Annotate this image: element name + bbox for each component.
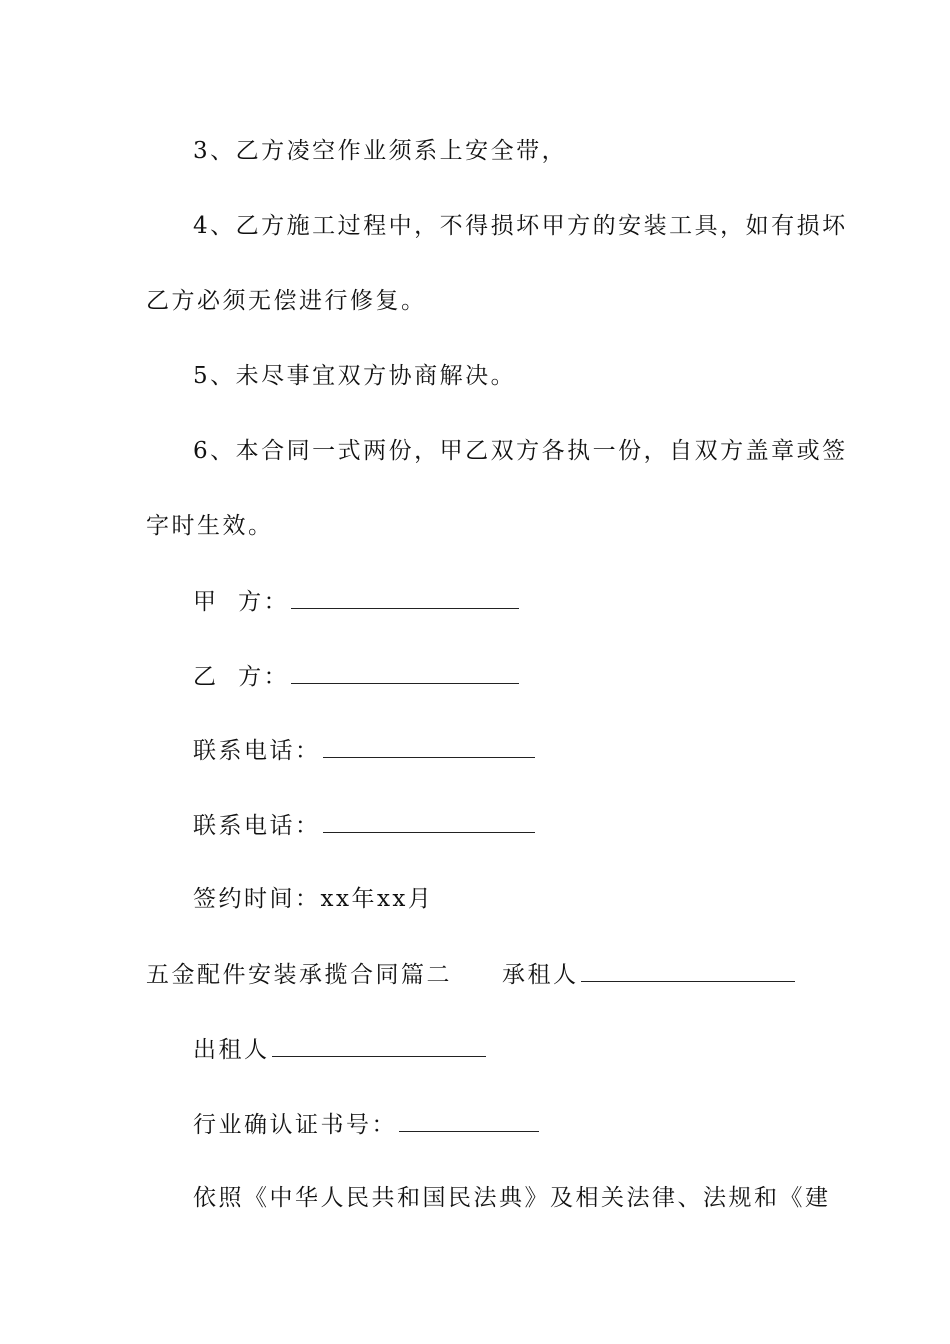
phone-blank-1 bbox=[323, 735, 535, 758]
section2-heading: 五金配件安装承揽合同篇二 bbox=[146, 962, 452, 988]
paragraph-item-6-line-2: 字时生效。 bbox=[146, 513, 274, 539]
lessor-row bbox=[193, 1034, 486, 1065]
cert-number-row bbox=[193, 1109, 539, 1140]
paragraph-item-6-line-1: 6、本合同一式两份，甲乙双方各执一份，自双方盖章或签 bbox=[193, 438, 848, 464]
lessor-label: 出租人 bbox=[193, 1037, 270, 1063]
phone-label-2: 联系电话： bbox=[193, 813, 321, 839]
party-a-blank bbox=[291, 586, 519, 609]
paragraph-item-3: 3、乙方凌空作业须系上安全带， bbox=[193, 138, 568, 164]
party-b-row bbox=[193, 661, 519, 692]
lessor-blank bbox=[272, 1034, 486, 1057]
cert-number-blank bbox=[399, 1109, 539, 1132]
phone-label-1: 联系电话： bbox=[193, 738, 321, 764]
paragraph-item-5: 5、未尽事宜双方协商解决。 bbox=[193, 363, 517, 389]
phone-row-1 bbox=[193, 735, 535, 766]
phone-blank-2 bbox=[323, 810, 535, 833]
paragraph-item-4-line-2: 乙方必须无偿进行修复。 bbox=[146, 288, 427, 314]
cert-number-label: 行业确认证书号： bbox=[193, 1112, 397, 1138]
signing-date: 签约时间：xx年xx月 bbox=[193, 886, 434, 912]
section2-intro: 依照《中华人民共和国民法典》及相关法律、法规和《建 bbox=[193, 1185, 831, 1211]
party-b-blank bbox=[291, 661, 519, 684]
party-b-label: 乙 方： bbox=[193, 664, 290, 690]
party-a-label: 甲 方： bbox=[193, 589, 290, 615]
party-a-row bbox=[193, 586, 519, 617]
lessee-blank bbox=[581, 959, 795, 982]
lessee-label: 承租人 bbox=[502, 962, 579, 988]
phone-row-2 bbox=[193, 810, 535, 841]
paragraph-item-4-line-1: 4、乙方施工过程中，不得损坏甲方的安装工具，如有损坏 bbox=[193, 213, 848, 239]
section2-heading-row bbox=[146, 959, 795, 990]
